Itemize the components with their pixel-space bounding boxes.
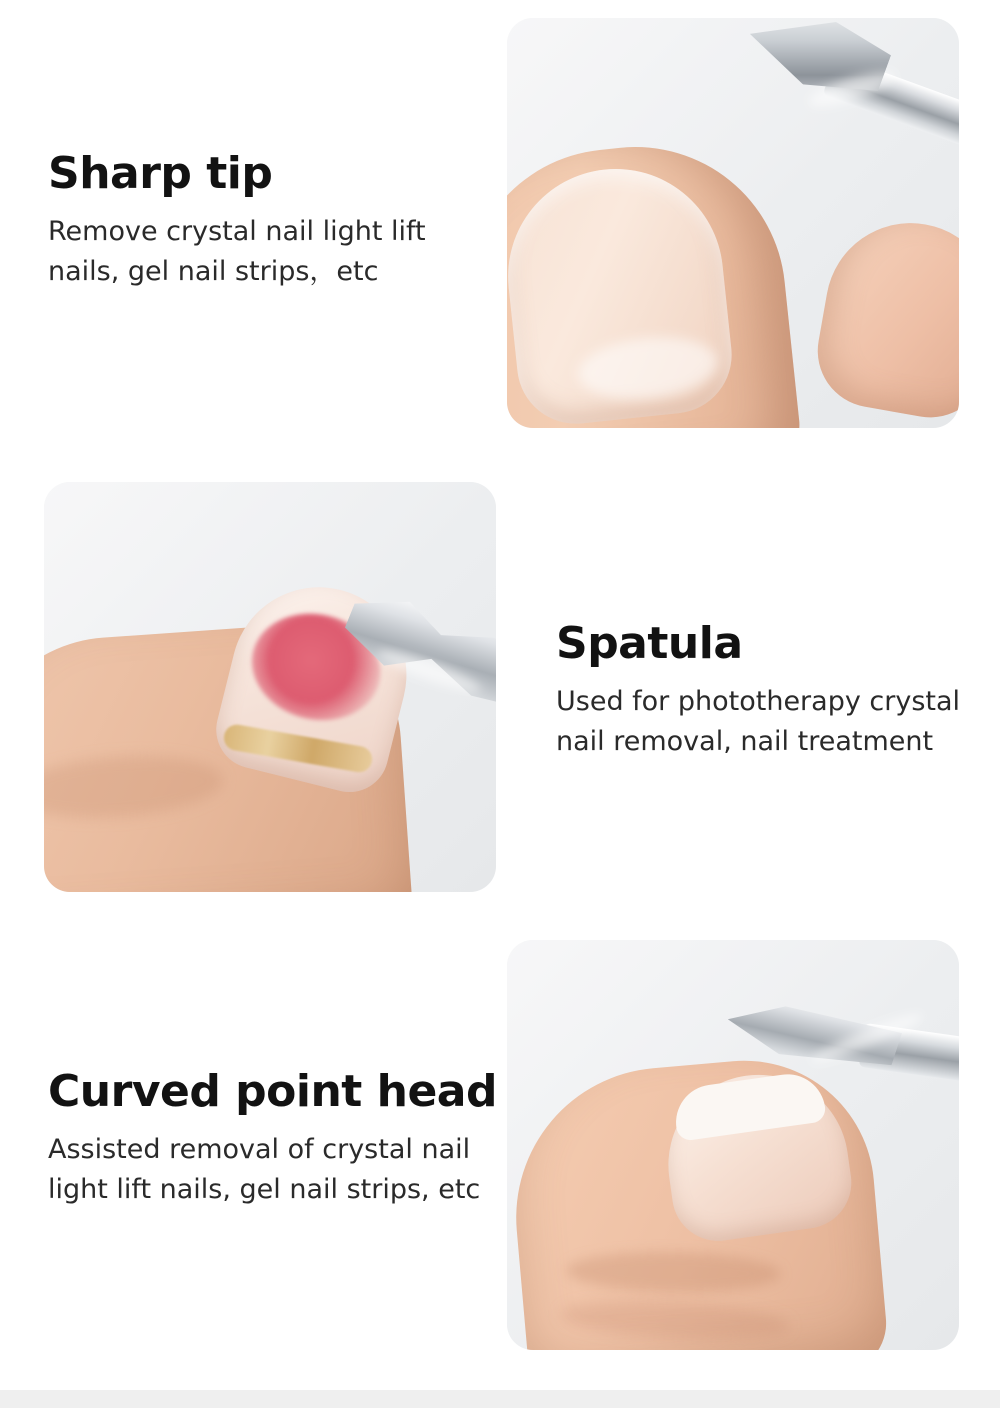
nail-plate	[507, 158, 737, 428]
finger-crease-second	[559, 1296, 791, 1344]
feature-title-sharp-tip: Sharp tip	[48, 148, 273, 199]
nail-highlight	[575, 331, 721, 405]
knuckle-shadow	[44, 750, 225, 825]
feature-block-sharp-tip	[48, 150, 488, 291]
spatula-photo	[44, 482, 496, 892]
curved-point-head-photo	[507, 940, 959, 1350]
finger-crease	[566, 1250, 782, 1294]
feature-desc-sharp-tip: Remove crystal nail light lift nails, gel nail strips，etc	[48, 216, 426, 287]
feature-title-spatula: Spatula	[556, 618, 743, 669]
spatula-photo-scene	[44, 482, 496, 892]
feature-desc-spatula: Used for phototherapy crystal nail removal, nail treatment	[556, 686, 961, 757]
feature-block-spatula	[556, 620, 966, 761]
footer-strip	[0, 1390, 1000, 1408]
feature-block-curved-point-head	[48, 1068, 518, 1209]
curved-point-head-photo-scene	[507, 940, 959, 1350]
feature-desc-curved-point-head: Assisted removal of crystal nail light lift nails, gel nail strips, etc	[48, 1134, 481, 1205]
sharp-tip-photo	[507, 18, 959, 428]
sharp-tip-photo-scene	[507, 18, 959, 428]
feature-title-curved-point-head: Curved point head	[48, 1066, 497, 1117]
